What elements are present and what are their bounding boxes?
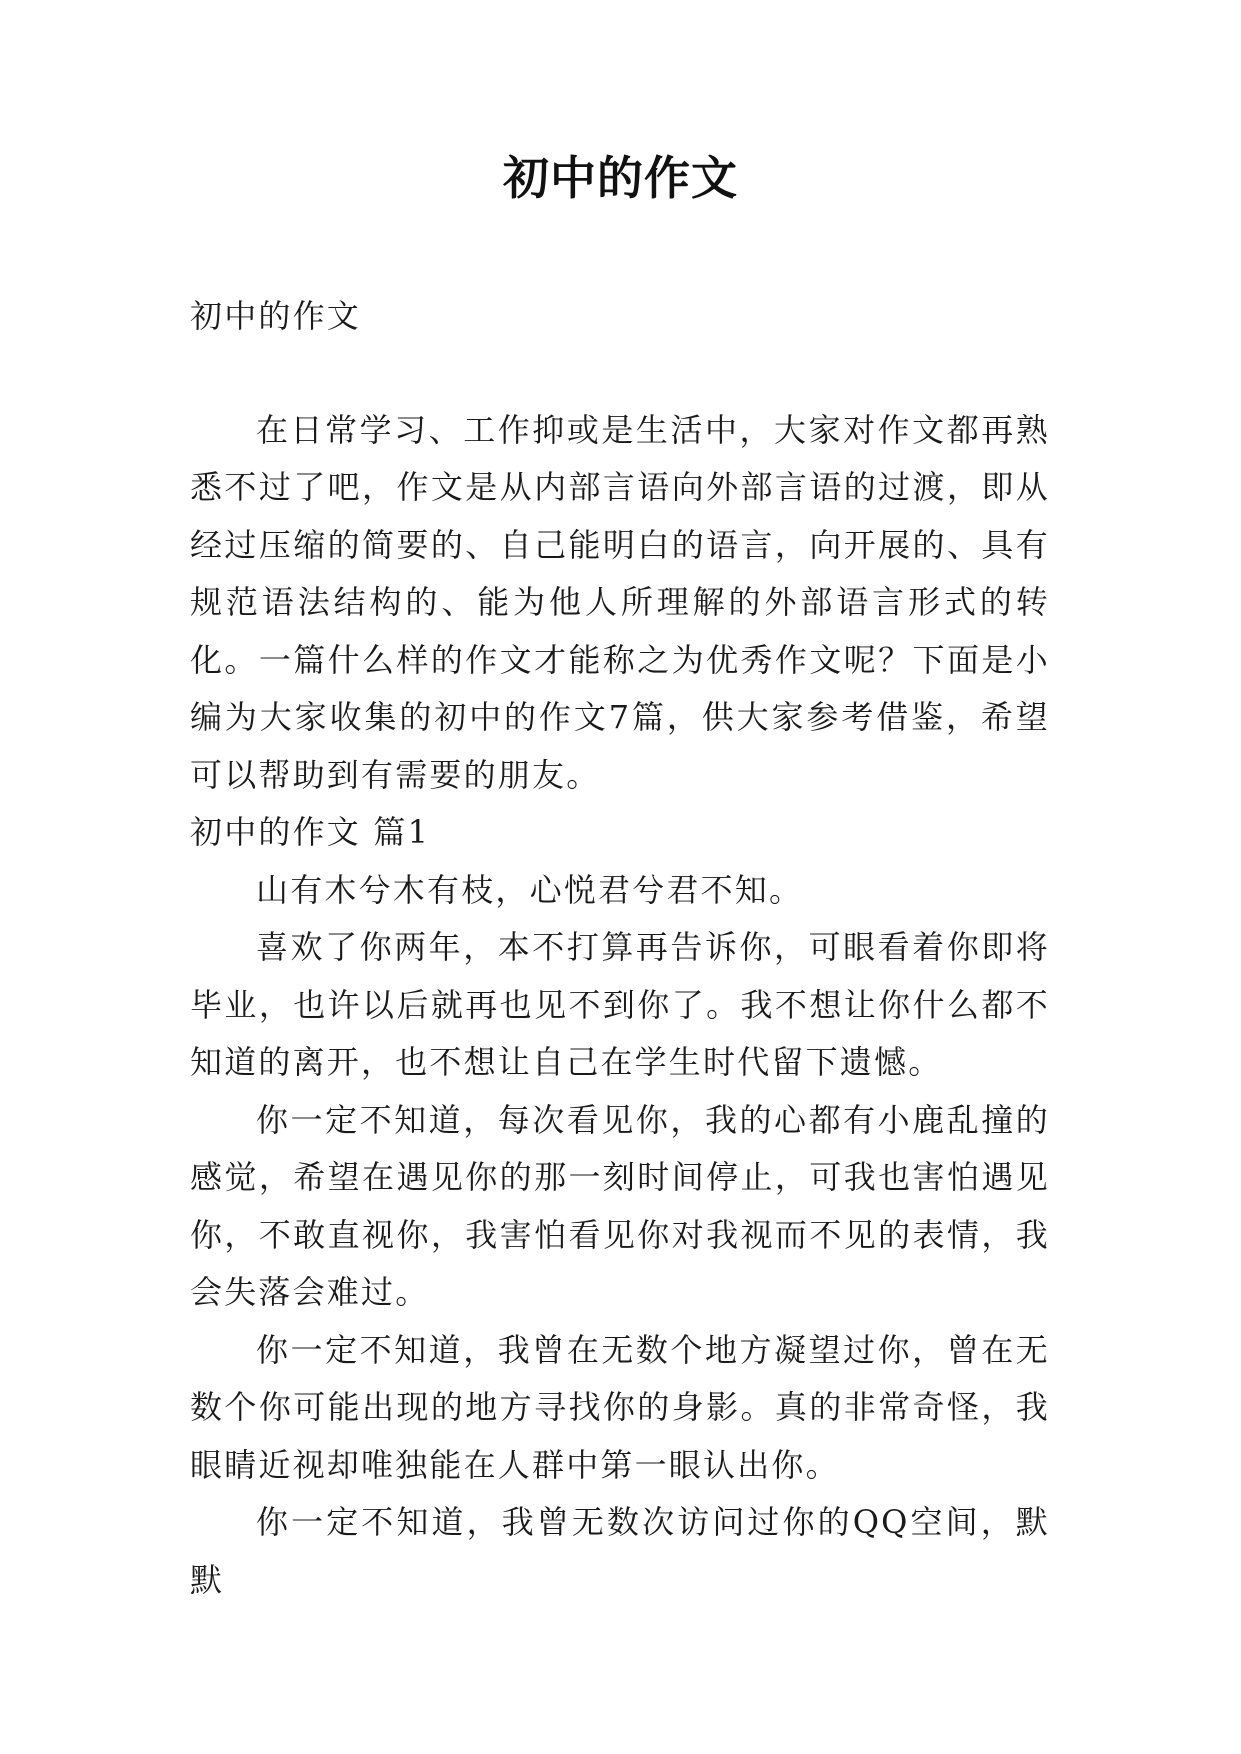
paragraph: 你一定不知道，每次看见你，我的心都有小鹿乱撞的感觉，希望在遇见你的那一刻时间停止，可我也害怕遇见你，不敢直视你，我害怕看见你对我视而不见的表情，我会失落会难过。	[190, 1100, 1050, 1311]
paragraph: 你一定不知道，我曾无数次访问过你的QQ空间，默默	[190, 1503, 1050, 1599]
intro-paragraph: 在日常学习、工作抑或是生活中，大家对作文都再熟悉不过了吧，作文是从内部言语向外部言语的过渡，即从经过压缩的简要的、自己能明白的语言，向开展的、具有规范语法结构的、能为他人所理解的外部语言形式的转化。一篇什么样的作文才能称之为优秀作文呢？下面是小编为大家收集的初中的作文7篇，供大家参考借鉴，希望可以帮助到有需要的朋友。	[190, 410, 1050, 794]
paragraph: 你一定不知道，我曾在无数个地方凝望过你，曾在无数个你可能出现的地方寻找你的身影。真的非常奇怪，我眼睛近视却唯独能在人群中第一眼认出你。	[190, 1330, 1050, 1484]
paragraph: 喜欢了你两年，本不打算再告诉你，可眼看着你即将毕业，也许以后就再也见不到你了。我不想让你什么都不知道的离开，也不想让自己在学生时代留下遗憾。	[190, 928, 1050, 1081]
document-title: 初中的作文	[503, 151, 738, 205]
section-heading: 初中的作文 篇1	[190, 813, 431, 851]
spacer	[190, 346, 1050, 402]
document-subtitle: 初中的作文	[190, 297, 362, 335]
paragraph: 山有木兮木有枝，心悦君兮君不知。	[256, 870, 804, 909]
document-body	[190, 288, 1050, 1609]
